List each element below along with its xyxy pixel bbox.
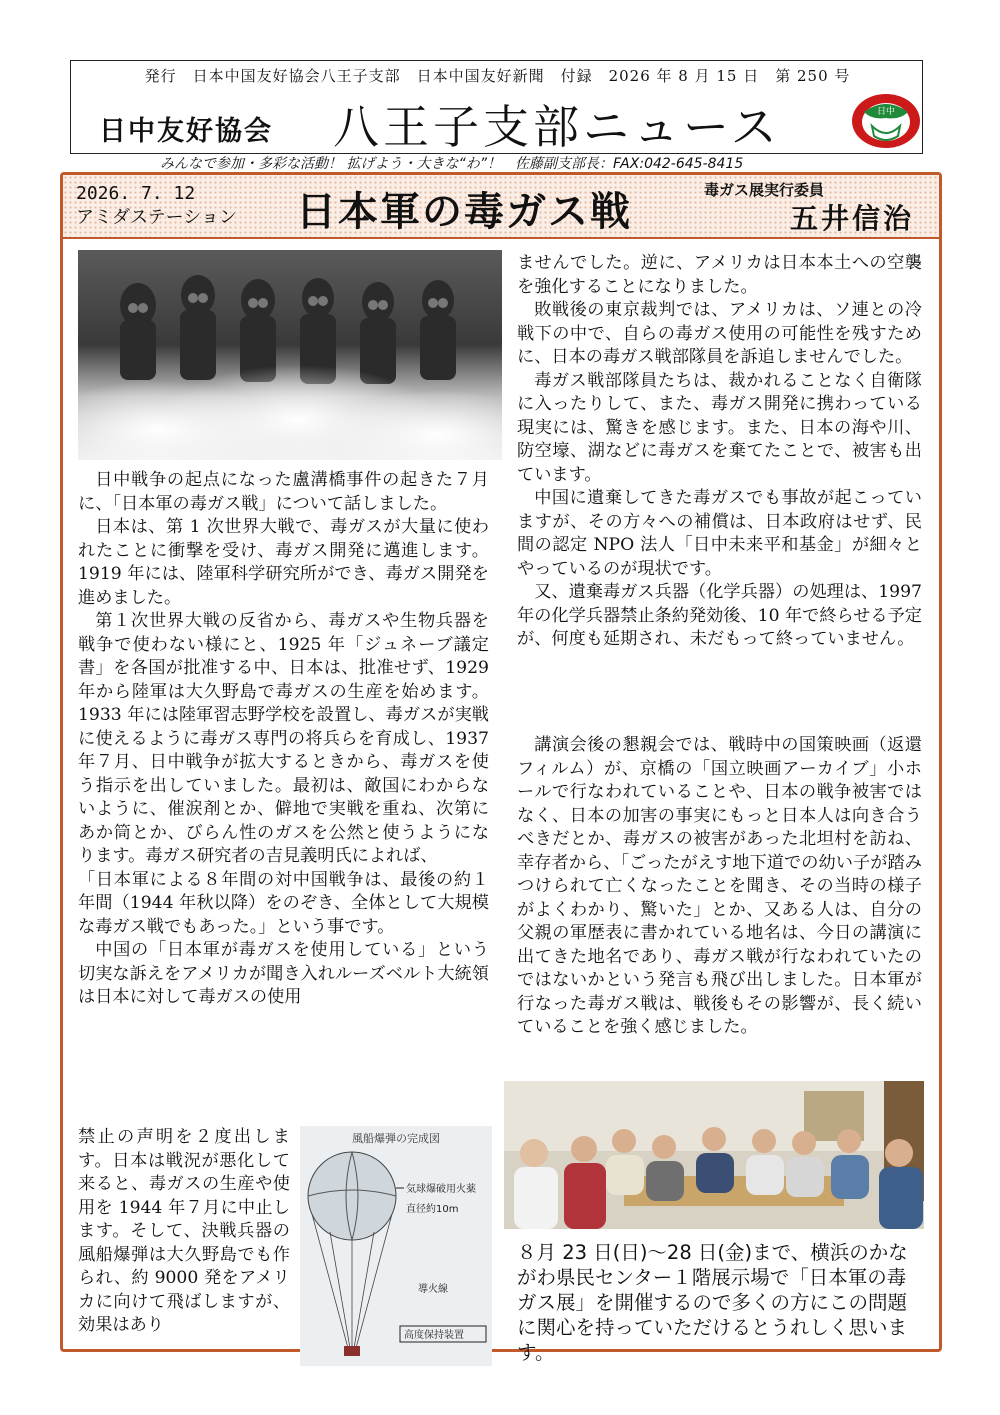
paragraph: 又、遺棄毒ガス兵器（化学兵器）の処理は、1997 年の化学兵器禁止条約発効後、10 年で終らせる予定が、何度も延期され、未だもって終っていません。	[517, 582, 922, 649]
event-date: 2026. 7. 12	[76, 183, 196, 204]
article-title: 日本軍の毒ガス戦	[296, 189, 632, 235]
left-column-text	[78, 469, 489, 1010]
tagline: みんなで参加・多彩な活動！ 拡げよう・大きな“わ”！ 佐藤副支部長：FAX:042-645-8415	[160, 153, 880, 175]
paragraph: 敗戦後の東京裁判では、アメリカは、ソ連との冷戦下の中で、自らの毒ガス使用の可能性を残すために、日本の毒ガス戦部隊員を訴追しませんでした。	[517, 300, 922, 367]
social-gathering-photo	[504, 1081, 924, 1229]
label-altitude: 高度保持装置	[404, 1330, 464, 1341]
paragraph: ませんでした。逆に、アメリカは日本本土への空襲を強化することになりました。	[517, 253, 922, 297]
right-column-text-2	[517, 734, 922, 1040]
paragraph: 講演会後の懇親会では、戦時中の国策映画（返還フィルム）が、京橋の「国立映画アーカイブ」小ホールで行なわれていることや、日本の戦争被害ではなく、日本の加害の事実にもっと日本人は向き合うべきだとか、毒ガスの被害があった北坦村を訪ね、幸存者から、「ごったがえす地下道での幼い子が踏みつけられて亡くなったことを聞き、その当時の様子がよくわかり、驚いた」とか、又ある人は、自分の父親の軍歴表に書かれている地名は、今日の講演に出てきた地名であり、毒ガス戦が行なわれていたのではないかという発言も飛び出しました。日本軍が行なった毒ガス戦は、戦後もその影響が、長く続いていることを強く感じました。	[517, 735, 922, 1037]
date-venue	[76, 182, 237, 230]
paragraph: 「日本軍による８年間の対中国戦争は、最後の約１年間（1944 年秋以降）をのぞき、全体として大規模な毒ガス戦でもあった。」という事です。	[78, 869, 489, 937]
label-fire: 気球爆破用火薬	[406, 1184, 476, 1195]
event-venue: アミダステーション	[76, 207, 237, 228]
paragraph: 日中戦争の起点になった盧溝橋事件の起きた７月に、「日本軍の毒ガス戦」について話しました。	[78, 470, 489, 514]
diagram-title: 風船爆弾の完成図	[352, 1132, 440, 1145]
paragraph: 第１次世界大戦の反省から、毒ガスや生物兵器を戦争で使わない様にと、1925 年「ジュネーブ議定書」を各国が批准する中、日本は、批准せず、1929 年から陸軍は大久野島で毒ガスの生産を始めます。1933 年には陸軍習志野学校を設置し、毒ガスが実戦に使えるように毒ガス専門の将兵らを育成し、1937 年７月、日中戦争が拡大するときから、毒ガスを使う指示を出していました。最初は、敵国にわからないように、催涙剤とか、僻地で実戦を重ね、次第にあか筒とか、びらん性のガスを公然と使うようになります。毒ガス研究者の吉見義明氏によれば、	[78, 611, 489, 866]
balloon-bomb-diagram	[300, 1126, 492, 1366]
newsletter-title: 八王子支部ニュース	[333, 100, 781, 154]
gas-mask-soldiers-photo	[78, 250, 502, 460]
paragraph: 中国の「日本軍が毒ガスを使用している」という切実な訴えをアメリカが聞き入れルーズベルト大統領は日本に対して毒ガスの使用	[78, 940, 489, 1007]
masthead	[70, 60, 923, 154]
association-logo	[850, 92, 922, 150]
issue-line: 発行 日本中国友好協会八王子支部 日本中国友好新聞 付録 2026 年 8 月 15 日 第 250 号	[144, 67, 851, 85]
paragraph: 日本は、第 1 次世界大戦で、毒ガスが大量に使われたことに衝撃を受け、毒ガス開発に邁進します。1919 年には、陸軍科学研究所ができ、毒ガス開発を進めました。	[78, 517, 489, 608]
author-name: 五井信治	[790, 202, 915, 235]
paragraph: 中国に遺棄してきた毒ガスでも事故が起こっていますが、その方々への補償は、日本政府はせず、民間の認定 NPO 法人「日中未来平和基金」が細々とやっているのが現状です。	[517, 488, 922, 579]
label-fuse: 導火線	[418, 1284, 448, 1295]
association-name: 日中友好協会	[99, 116, 273, 147]
label-diameter: 直径約10m	[406, 1204, 459, 1215]
paragraph: 禁止の声明を２度出します。日本は戦況が悪化して来ると、毒ガスの生産や使用を 1944 年７月に中止します。そして、決戦兵器の風船爆弾は大久野島でも作られ、約 9000 発をアメリカに向けて飛ばしますが、効果はあり	[78, 1127, 290, 1335]
right-column-text	[517, 252, 922, 652]
exhibition-announcement: ８月 23 日(日)～28 日(金)まで、横浜のかながわ県民センター１階展示場で「日本軍の毒ガス展」を開催するので多くの方にこの問題に関心を持っていただけるとうれしく思います。	[517, 1241, 908, 1364]
author-role: 毒ガス展実行委員	[704, 181, 825, 199]
left-narrow-text	[78, 1126, 290, 1338]
paragraph: 毒ガス戦部隊員たちは、裁かれることなく自衛隊に入ったりして、また、毒ガス開発に携わっている現実には、驚きを感じます。また、日本の海や川、防空壕、湖などに毒ガスを棄てたことで、被害も出ています。	[517, 370, 922, 485]
logo-text: 日中	[876, 107, 896, 117]
